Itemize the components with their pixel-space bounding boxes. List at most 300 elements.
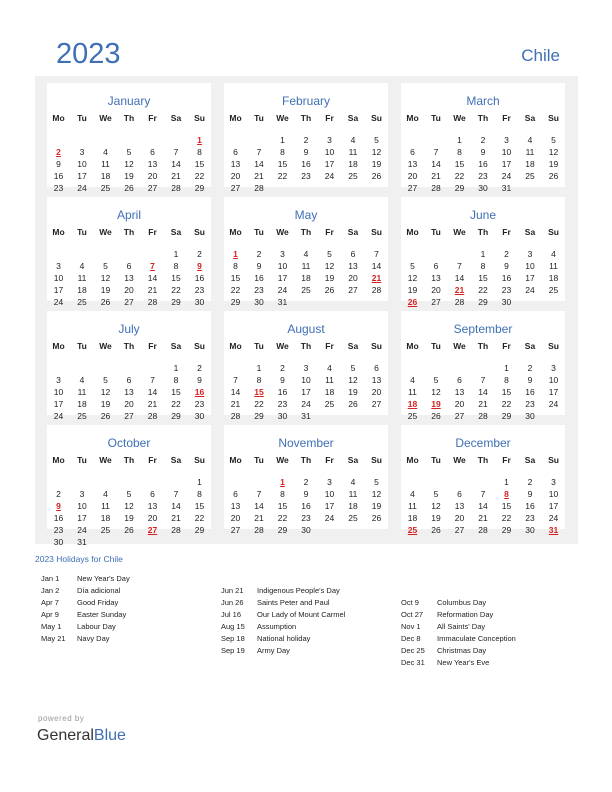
day: 23 (277, 399, 288, 409)
day: 22 (454, 171, 465, 181)
holiday-day: 31 (548, 525, 559, 535)
day: 25 (77, 297, 87, 307)
brand-logo (37, 727, 126, 745)
day: 29 (194, 183, 205, 193)
weekday-header: Fr (502, 341, 511, 351)
day: 25 (77, 411, 87, 421)
day: 19 (100, 399, 111, 409)
weekday-header: Fr (148, 455, 157, 465)
holiday-name: National holiday (257, 634, 311, 643)
day: 3 (551, 363, 556, 373)
day: 7 (150, 375, 155, 385)
day: 2 (56, 489, 61, 499)
day: 20 (371, 387, 382, 397)
day: 5 (374, 477, 379, 487)
day: 26 (324, 285, 335, 295)
holiday-day: 25 (407, 525, 418, 535)
day: 2 (303, 477, 309, 487)
day: 13 (371, 375, 382, 385)
day: 14 (478, 501, 488, 511)
month-name: December (455, 436, 511, 450)
day: 9 (256, 261, 262, 271)
day: 20 (454, 513, 465, 523)
day: 17 (277, 273, 288, 283)
day: 29 (254, 411, 264, 421)
day: 7 (480, 489, 486, 499)
weekday-header: Su (548, 113, 559, 123)
day: 15 (194, 159, 205, 169)
weekday-header: Sa (524, 341, 536, 351)
holiday-date: Jun 26 (221, 598, 244, 607)
weekday-header: Tu (254, 341, 264, 351)
holiday-day: 21 (454, 285, 465, 295)
day: 4 (79, 375, 85, 385)
day: 27 (407, 183, 418, 193)
day: 25 (348, 171, 358, 181)
day: 24 (525, 285, 535, 295)
day: 26 (100, 297, 111, 307)
day: 18 (77, 285, 87, 295)
holiday-day: 8 (504, 489, 509, 499)
day: 8 (504, 375, 509, 385)
day: 24 (501, 171, 512, 181)
holiday-item (41, 574, 130, 584)
holiday-item (41, 622, 116, 632)
day: 10 (53, 273, 64, 283)
day: 1 (504, 477, 509, 487)
weekday-header: Mo (52, 341, 65, 351)
day: 26 (371, 171, 382, 181)
powered-by-text: powered by (38, 714, 85, 723)
day: 28 (478, 411, 488, 421)
day: 9 (303, 489, 309, 499)
day: 4 (79, 261, 85, 271)
day: 8 (233, 261, 238, 271)
day: 11 (348, 147, 358, 157)
day: 30 (194, 411, 205, 421)
day: 3 (551, 477, 556, 487)
day: 16 (53, 171, 64, 181)
day: 31 (277, 297, 288, 307)
day: 4 (551, 249, 556, 259)
day: 1 (173, 363, 179, 373)
weekday-header: Mo (229, 113, 242, 123)
day: 30 (478, 183, 488, 193)
day: 18 (348, 501, 358, 511)
month-name: September (453, 322, 513, 336)
day: 13 (454, 501, 465, 511)
day: 6 (233, 147, 238, 157)
day: 20 (230, 513, 241, 523)
day: 28 (371, 285, 382, 295)
day: 31 (77, 537, 87, 547)
weekday-header: Sa (170, 227, 182, 237)
holiday-item (221, 634, 310, 644)
weekday-header: Th (477, 341, 489, 351)
day: 9 (504, 261, 509, 271)
day: 15 (171, 387, 181, 397)
weekday-header: Fr (148, 227, 157, 237)
holiday-item (41, 586, 120, 596)
day: 23 (525, 513, 535, 523)
day: 15 (277, 159, 288, 169)
day: 15 (230, 273, 241, 283)
holiday-date: Jul 16 (221, 610, 242, 619)
weekday-header: Mo (406, 455, 419, 465)
day: 29 (478, 297, 488, 307)
day: 6 (233, 489, 238, 499)
holiday-item (41, 598, 118, 608)
day: 21 (147, 285, 158, 295)
day: 30 (53, 537, 64, 547)
day: 2 (527, 363, 533, 373)
holiday-day: 21 (371, 273, 382, 283)
weekday-header: Mo (52, 455, 65, 465)
month-name: November (278, 436, 334, 450)
day: 5 (327, 249, 332, 259)
month-name: July (118, 322, 140, 336)
day: 28 (454, 297, 465, 307)
month-november (224, 425, 388, 535)
holiday-date: Aug 15 (221, 622, 245, 631)
day: 15 (454, 159, 465, 169)
weekday-header: Tu (431, 227, 441, 237)
day: 24 (77, 183, 87, 193)
day: 13 (230, 501, 241, 511)
day: 26 (548, 171, 559, 181)
day: 6 (150, 489, 155, 499)
day: 30 (277, 411, 288, 421)
day: 8 (256, 375, 262, 385)
day: 13 (407, 159, 418, 169)
day: 5 (350, 363, 356, 373)
weekday-header: Th (300, 227, 312, 237)
weekday-header: Su (194, 227, 205, 237)
day: 11 (301, 261, 311, 271)
month-name: April (116, 208, 141, 222)
day: 18 (548, 273, 559, 283)
holiday-item (401, 658, 489, 668)
holiday-name: New Year's Day (77, 574, 130, 583)
day: 6 (457, 489, 462, 499)
day: 2 (197, 249, 202, 259)
day: 21 (254, 513, 264, 523)
holiday-day: 19 (431, 399, 441, 409)
day: 9 (56, 159, 61, 169)
month-september (401, 311, 565, 421)
day: 4 (350, 477, 356, 487)
day: 23 (194, 285, 205, 295)
weekday-header: Th (123, 341, 135, 351)
day: 6 (126, 375, 132, 385)
weekday-header: Th (123, 455, 135, 465)
day: 4 (103, 489, 108, 499)
day: 21 (171, 171, 181, 181)
weekday-header: Tu (77, 113, 87, 123)
weekday-header: Fr (148, 113, 157, 123)
day: 20 (124, 285, 134, 295)
month-april (47, 197, 211, 307)
day: 4 (103, 147, 108, 157)
weekday-header: Fr (325, 227, 334, 237)
holiday-name: Army Day (257, 646, 290, 655)
day: 11 (325, 375, 334, 385)
weekday-header: We (453, 227, 466, 237)
day: 31 (501, 183, 512, 193)
weekday-header: Fr (502, 113, 511, 123)
day: 8 (480, 261, 486, 271)
day: 18 (77, 399, 87, 409)
weekday-header: We (276, 455, 289, 465)
holiday-day: 1 (233, 249, 238, 259)
day: 9 (527, 489, 533, 499)
day: 16 (478, 159, 488, 169)
weekday-header: We (276, 341, 289, 351)
day: 23 (53, 525, 64, 535)
day: 9 (280, 375, 285, 385)
day: 3 (79, 147, 85, 157)
weekday-header: Th (477, 227, 489, 237)
day: 25 (100, 183, 111, 193)
weekday-header: Tu (254, 227, 264, 237)
holiday-item (221, 622, 296, 632)
weekday-header: Tu (431, 113, 441, 123)
brand-general: General (37, 727, 94, 744)
day: 14 (230, 387, 241, 397)
weekday-header: Fr (325, 341, 334, 351)
day: 11 (549, 261, 558, 271)
day: 1 (504, 363, 509, 373)
day: 5 (126, 489, 132, 499)
holiday-day: 1 (197, 135, 202, 145)
day: 18 (100, 171, 111, 181)
holiday-day: 15 (254, 387, 264, 397)
holiday-item (401, 610, 493, 620)
day: 1 (280, 135, 285, 145)
day: 17 (301, 387, 311, 397)
day: 30 (525, 525, 535, 535)
day: 22 (194, 171, 205, 181)
holiday-item (221, 610, 345, 620)
day: 3 (280, 249, 285, 259)
weekday-header: Sa (347, 113, 359, 123)
day: 3 (327, 477, 332, 487)
day: 10 (77, 159, 87, 169)
holiday-name: Saints Peter and Paul (257, 598, 330, 607)
holiday-name: Columbus Day (437, 598, 487, 607)
weekday-header: Sa (170, 113, 182, 123)
day: 5 (126, 147, 132, 157)
holiday-date: Apr 7 (41, 598, 59, 607)
day: 11 (408, 501, 417, 511)
day: 6 (433, 261, 439, 271)
day: 29 (171, 297, 181, 307)
weekday-header: Sa (347, 341, 359, 351)
month-july (47, 311, 211, 421)
day: 21 (478, 399, 488, 409)
day: 3 (527, 249, 533, 259)
day: 23 (301, 171, 311, 181)
day: 29 (230, 297, 241, 307)
day: 6 (410, 147, 415, 157)
day: 2 (303, 135, 309, 145)
holiday-name: Labour Day (77, 622, 116, 631)
day: 15 (277, 501, 288, 511)
holiday-item (401, 634, 516, 644)
holiday-date: Jan 2 (41, 586, 60, 595)
weekday-header: Th (123, 227, 135, 237)
weekday-header: Tu (431, 341, 441, 351)
day: 4 (410, 489, 415, 499)
day: 28 (147, 411, 158, 421)
weekday-header: Sa (347, 455, 359, 465)
day: 3 (79, 489, 85, 499)
day: 14 (431, 159, 441, 169)
day: 23 (501, 285, 512, 295)
day: 16 (194, 273, 205, 283)
day: 27 (230, 525, 241, 535)
day: 15 (478, 273, 488, 283)
day: 2 (256, 249, 262, 259)
holiday-item (221, 586, 340, 596)
day: 7 (457, 261, 462, 271)
month-name: October (107, 436, 151, 450)
day: 29 (454, 183, 465, 193)
day: 16 (301, 159, 311, 169)
day: 30 (501, 297, 512, 307)
day: 22 (194, 513, 205, 523)
day: 26 (431, 525, 441, 535)
day: 8 (173, 261, 179, 271)
day: 30 (254, 297, 264, 307)
holiday-date: Dec 8 (401, 634, 421, 643)
day: 11 (525, 147, 535, 157)
day: 8 (173, 375, 179, 385)
day: 20 (407, 171, 418, 181)
weekday-header: Mo (229, 341, 242, 351)
day: 13 (147, 159, 158, 169)
day: 14 (171, 159, 181, 169)
day: 2 (527, 477, 533, 487)
day: 24 (548, 513, 559, 523)
day: 16 (525, 387, 535, 397)
day: 22 (171, 285, 181, 295)
day: 16 (525, 501, 535, 511)
day: 19 (124, 513, 134, 523)
weekday-header: Mo (229, 455, 242, 465)
holiday-item (41, 634, 110, 644)
day: 25 (301, 285, 311, 295)
day: 18 (348, 159, 358, 169)
month-august (224, 311, 388, 421)
weekday-header: Su (548, 341, 559, 351)
day: 19 (348, 387, 358, 397)
day: 9 (527, 375, 533, 385)
weekday-header: We (453, 341, 466, 351)
day: 10 (324, 147, 335, 157)
weekday-header: Mo (52, 227, 65, 237)
day: 21 (171, 513, 181, 523)
holiday-day: 1 (280, 477, 285, 487)
day: 27 (124, 297, 134, 307)
day: 15 (501, 387, 512, 397)
day: 1 (256, 363, 262, 373)
day: 16 (254, 273, 264, 283)
holiday-day: 9 (197, 261, 202, 271)
day: 29 (501, 411, 512, 421)
holiday-date: Jun 21 (221, 586, 244, 595)
month-name: January (107, 94, 151, 108)
month-name: February (281, 94, 331, 108)
day: 25 (100, 525, 111, 535)
day: 21 (147, 399, 158, 409)
holiday-date: May 1 (41, 622, 62, 631)
day: 15 (194, 501, 205, 511)
day: 24 (324, 171, 335, 181)
weekday-header: Th (477, 455, 489, 465)
holidays-title: 2023 Holidays for Chile (35, 554, 123, 564)
day: 28 (147, 297, 158, 307)
weekday-header: Fr (325, 113, 334, 123)
brand-blue: Blue (93, 727, 126, 744)
day: 5 (551, 135, 556, 145)
day: 21 (254, 171, 264, 181)
day: 22 (277, 513, 288, 523)
day: 17 (77, 513, 87, 523)
holiday-item (401, 598, 486, 608)
day: 25 (548, 285, 559, 295)
day: 5 (374, 135, 379, 145)
day: 1 (480, 249, 486, 259)
day: 4 (410, 375, 415, 385)
day: 23 (194, 399, 205, 409)
holiday-name: Good Friday (77, 598, 119, 607)
holiday-date: Sep 19 (221, 646, 245, 655)
month-february (224, 83, 388, 193)
holiday-name: Indigenous People's Day (257, 586, 340, 595)
month-may (224, 197, 388, 307)
month-name: May (294, 208, 318, 222)
weekday-header: We (99, 113, 112, 123)
holiday-day: 7 (150, 261, 155, 271)
day: 20 (431, 285, 441, 295)
month-december (401, 425, 565, 535)
day: 26 (431, 411, 441, 421)
day: 13 (124, 273, 134, 283)
day: 29 (277, 525, 288, 535)
day: 12 (100, 273, 111, 283)
day: 7 (480, 375, 486, 385)
day: 28 (230, 411, 241, 421)
day: 24 (53, 297, 64, 307)
day: 1 (197, 477, 202, 487)
day: 12 (431, 387, 441, 397)
weekday-header: Fr (148, 341, 157, 351)
day: 13 (431, 273, 441, 283)
day: 2 (480, 135, 486, 145)
holiday-name: Christmas Day (437, 646, 487, 655)
day: 12 (371, 147, 382, 157)
day: 7 (173, 147, 179, 157)
month-january (47, 83, 211, 193)
day: 24 (548, 399, 559, 409)
day: 13 (147, 501, 158, 511)
weekday-header: Sa (524, 227, 536, 237)
day: 27 (147, 183, 158, 193)
holiday-date: Sep 18 (221, 634, 245, 643)
day: 20 (147, 171, 158, 181)
holiday-name: Reformation Day (437, 610, 494, 619)
